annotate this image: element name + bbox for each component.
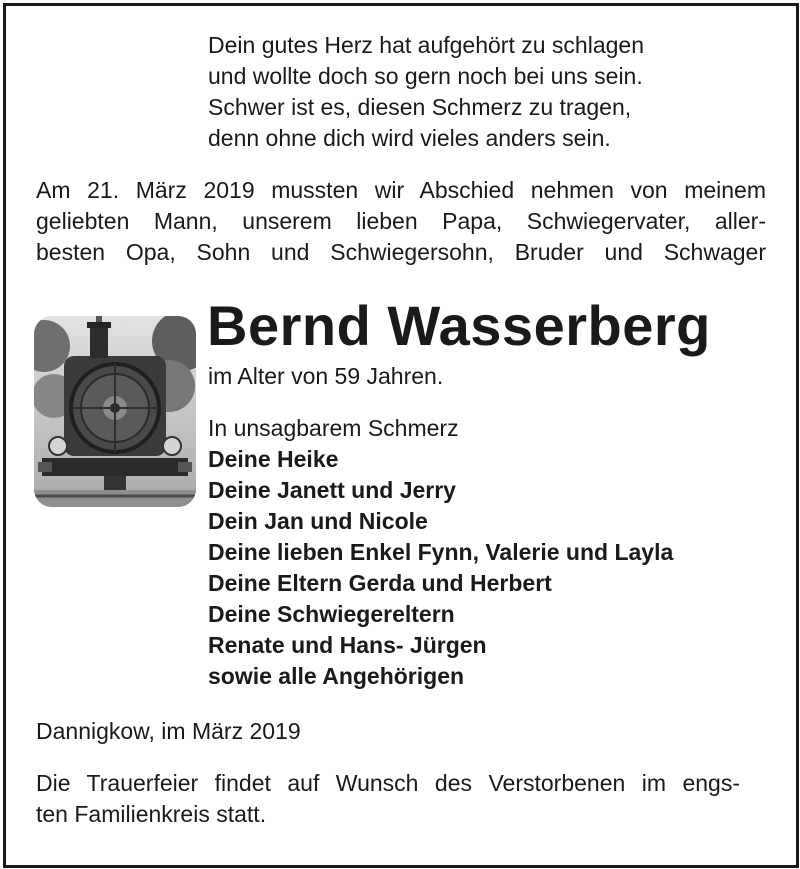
deceased-name: Bernd Wasserberg bbox=[207, 294, 711, 357]
mourner-line: Dein Jan und Nicole bbox=[208, 508, 428, 534]
age-line: im Alter von 59 Jahren. bbox=[208, 363, 444, 389]
funeral-note bbox=[36, 768, 740, 830]
poem bbox=[208, 30, 644, 154]
poem-line: Dein gutes Herz hat aufgehört zu schlagen bbox=[208, 32, 644, 58]
funeral-note-line: Die Trauerfeier findet auf Wunsch des Verstorbenen im engs- bbox=[36, 770, 740, 796]
mourner-line: Deine Schwiegereltern bbox=[208, 601, 455, 627]
poem-line: und wollte doch so gern noch bei uns sein. bbox=[208, 63, 643, 89]
announcement-line: besten Opa, Sohn und Schwiegersohn, Bruder und Schwager bbox=[36, 239, 766, 265]
announcement-line: geliebten Mann, unserem lieben Papa, Schwiegervater, aller- bbox=[36, 208, 766, 234]
mourning-line: In unsagbarem Schmerz bbox=[208, 415, 459, 441]
mourner-line: Deine Eltern Gerda und Herbert bbox=[208, 570, 552, 596]
locomotive-image bbox=[34, 316, 196, 507]
mourner-line: Deine Heike bbox=[208, 446, 339, 472]
mourner-line: Deine lieben Enkel Fynn, Valerie und Layla bbox=[208, 539, 674, 565]
poem-line: Schwer ist es, diesen Schmerz zu tragen, bbox=[208, 94, 632, 120]
announcement-line: Am 21. März 2019 mussten wir Abschied nehmen von meinem bbox=[36, 177, 766, 203]
place-date: Dannigkow, im März 2019 bbox=[36, 718, 301, 744]
funeral-note-line: ten Familienkreis statt. bbox=[36, 801, 267, 827]
poem-line: denn ohne dich wird vieles anders sein. bbox=[208, 125, 611, 151]
mourner-line: Renate und Hans- Jürgen bbox=[208, 632, 487, 658]
mourners-list bbox=[208, 413, 673, 692]
mourner-line: sowie alle Angehörigen bbox=[208, 663, 465, 689]
announcement-text bbox=[36, 175, 766, 268]
mourner-line: Deine Janett und Jerry bbox=[208, 477, 456, 503]
locomotive-photo bbox=[34, 316, 196, 507]
